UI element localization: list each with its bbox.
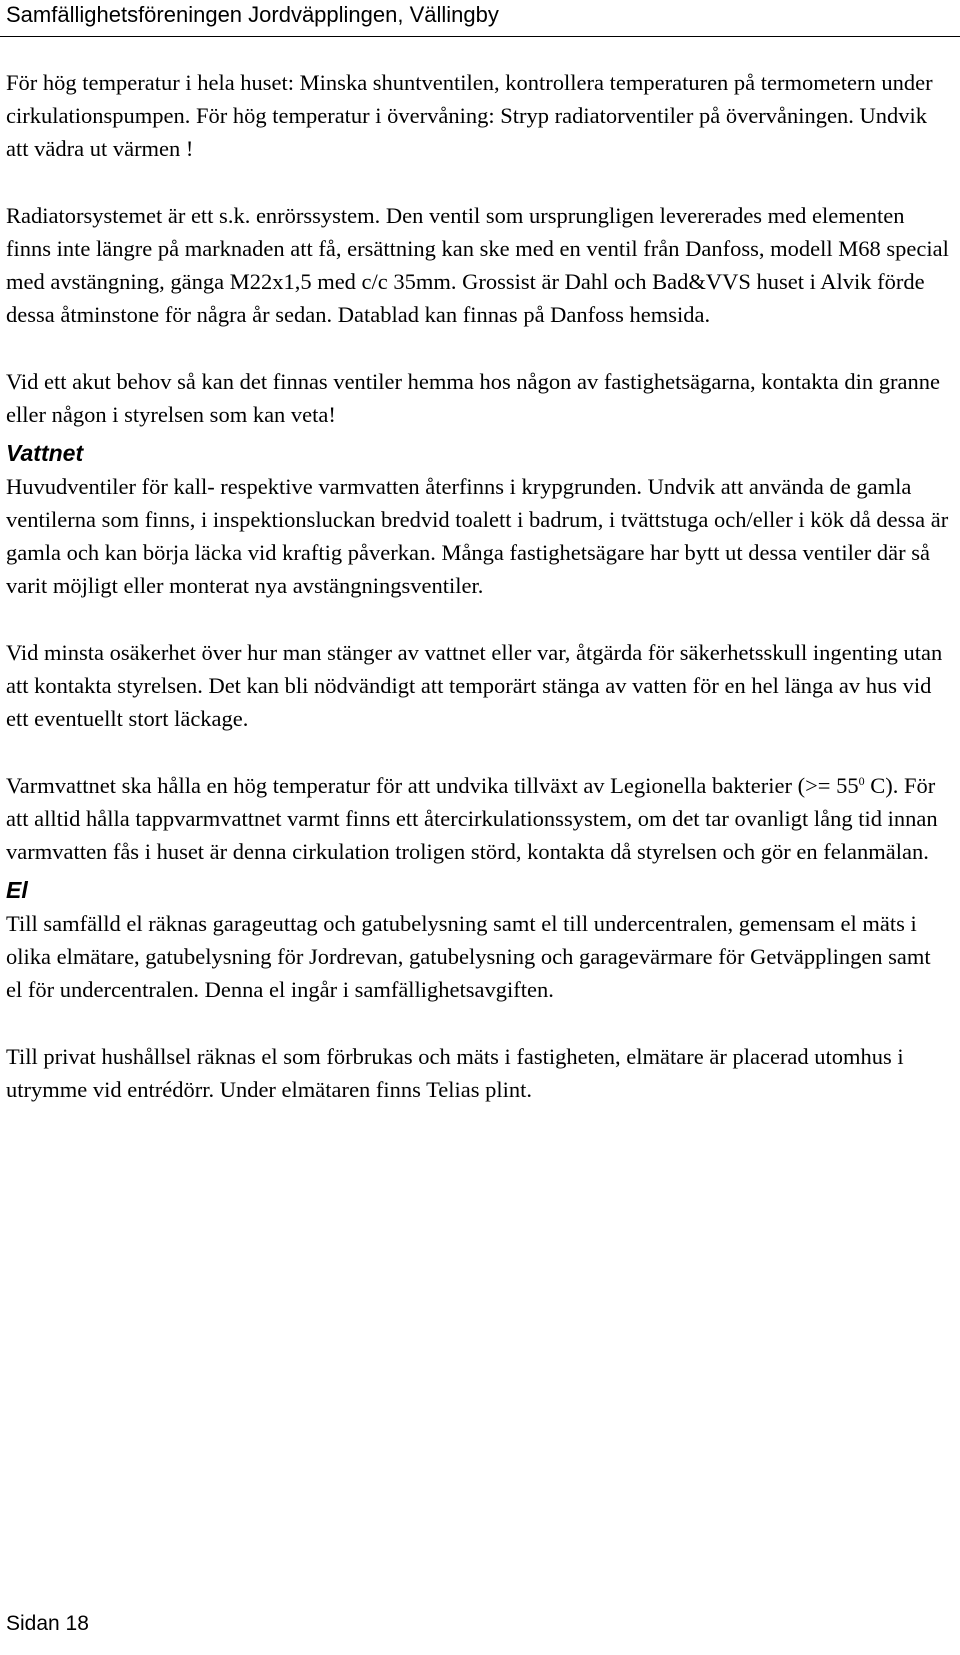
section-heading-water: Vattnet [6, 440, 84, 466]
paragraph-valves-neighbours: Vid ett akut behov så kan det finnas ventiler hemma hos någon av fastighetsägarna, kontakta din granne eller någon i styrelsen som kan veta! [6, 369, 940, 427]
paragraph-main-valves: Huvudventiler för kall- respektive varmvatten återfinns i krypgrunden. Undvik att använda de gamla ventilerna som finns, i inspektionsluckan bredvid toalett i badrum, i tvättstuga och/eller i kök då dessa är gamla och kan börja läcka vid kraftig påverkan. Många fastighetsägare har bytt ut dessa ventiler där så varit möjligt eller monterat nya avstängningsventiler. [6, 474, 949, 598]
paragraph-radiator-system: Radiatorsystemet är ett s.k. enrörssystem. Den ventil som ursprungligen levererades med elementen finns inte längre på marknaden att få, ersättning kan ske med en ventil från Danfoss, modell M68 special med avstängning, gänga M22x1,5 med c/c 35mm. Grossist är Dahl och Bad&VVS huset i Alvik förde dessa åtminstone för några år sedan. Datablad kan finnas på Danfoss hemsida. [6, 203, 949, 327]
paragraph-shared-electricity: Till samfälld el räknas garageuttag och gatubelysning samt el till undercentralen, gemensam el mäts i olika elmätare, gatubelysning för Jordrevan, gatubelysning och garagevärmare för Getväpplingen samt el för undercentralen. Denna el ingår i samfällighetsavgiften. [6, 911, 931, 1002]
paragraph-water-shutoff: Vid minsta osäkerhet över hur man stänger av vattnet eller var, åtgärda för säkerhetsskull ingenting utan att kontakta styrelsen. Det kan bli nödvändigt att temporärt stänga av vatten för en hel länga av hus vid ett eventuellt stort läckage. [6, 640, 943, 731]
paragraph-temperature: För hög temperatur i hela huset: Minska shuntventilen, kontrollera temperaturen på termometern under cirkulationspumpen. För hög temperatur i övervåning: Stryp radiatorventiler på övervåningen. Undvik att vädra ut värmen ! [6, 70, 933, 161]
paragraph-hot-water [6, 769, 951, 868]
page-number: Sidan 18 [6, 1612, 89, 1635]
paragraph-private-electricity: Till privat hushållsel räknas el som förbrukas och mäts i fastigheten, elmätare är placerad utomhus i utrymme vid entrédörr. Under elmätaren finns Telias plint. [6, 1044, 904, 1102]
hot-water-text-end: C). För att alltid hålla tappvarmvattnet varmt finns ett återcirkulationssystem, om det tar ovanligt lång tid innan varmvatten fås i huset är denna cirkulation troligen störd, kontakta då styrelsen och gör en felanmälan. [6, 773, 938, 864]
page-header: Samfällighetsföreningen Jordväpplingen, Vällingby [6, 2, 499, 27]
section-heading-electricity: El [6, 877, 28, 903]
document-body [6, 66, 951, 1106]
header-rule [0, 36, 960, 37]
hot-water-text-start: Varmvattnet ska hålla en hög temperatur för att undvika tillväxt av Legionella bakterier (>= 55 [6, 773, 859, 798]
degree-superscript: 0 [858, 774, 865, 788]
